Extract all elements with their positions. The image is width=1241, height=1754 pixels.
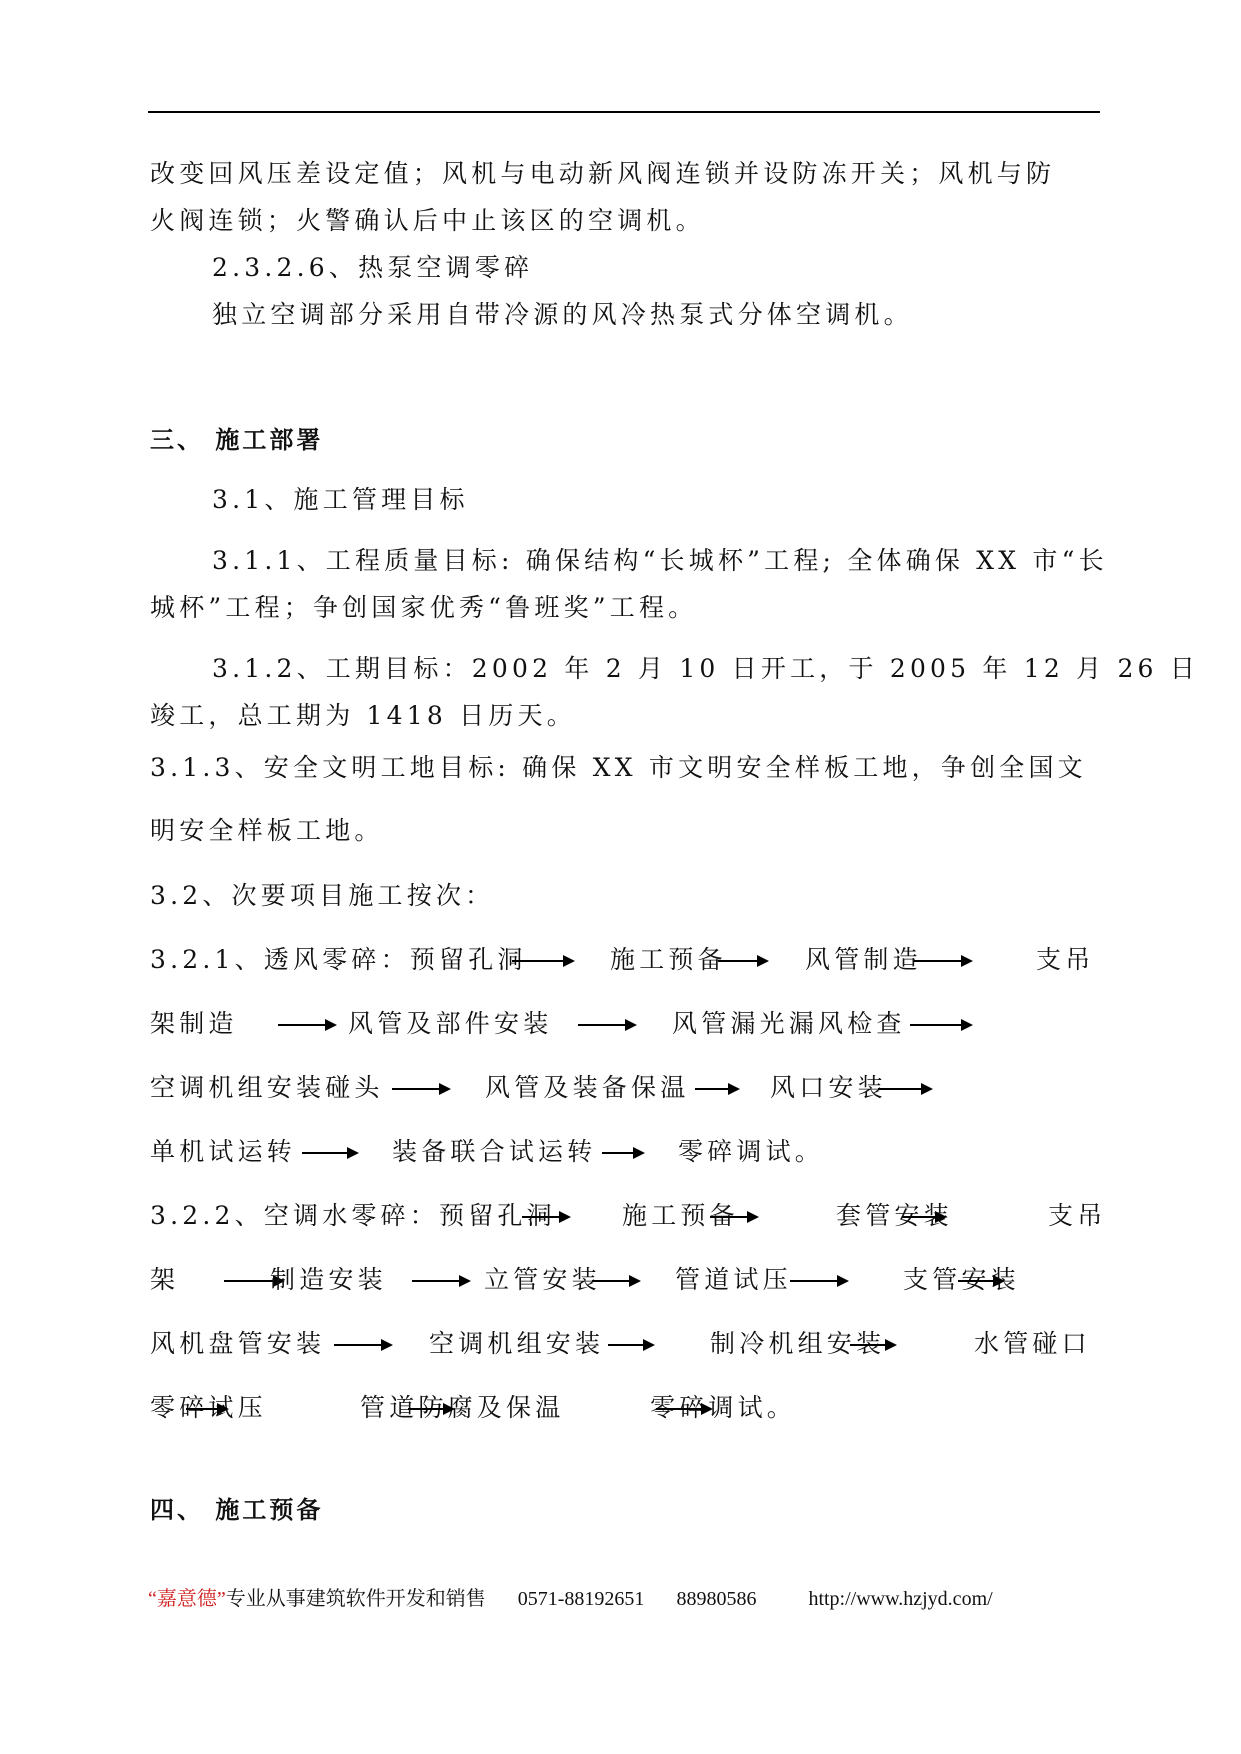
footer-url-link[interactable]: http://www.hzjyd.com/ — [808, 1588, 993, 1610]
flow-step: 立管安装 — [484, 1265, 601, 1294]
arrow-icon — [522, 1216, 568, 1218]
flow1-row2 — [150, 1008, 1110, 1042]
section-heading: 三、 施工部署 — [150, 426, 324, 454]
arrow-icon — [710, 1216, 756, 1218]
flow-step: 零碎试压 — [150, 1393, 267, 1422]
paragraph-line: 明安全样板工地。 — [150, 816, 384, 845]
paragraph-line: 竣工，总工期为 1418 日历天。 — [150, 701, 576, 730]
arrow-icon — [718, 960, 766, 962]
arrow-icon — [910, 1024, 970, 1026]
flow-step: 架制造 — [150, 1009, 238, 1038]
arrow-icon — [878, 1088, 930, 1090]
arrow-icon — [412, 1280, 468, 1282]
arrow-icon — [334, 1344, 390, 1346]
arrow-icon — [578, 1024, 634, 1026]
arrow-icon — [278, 1024, 334, 1026]
flow-step: 套管安装 — [836, 1201, 953, 1230]
flow-step: 空调机组安装碰头 — [150, 1073, 384, 1102]
flow-step: 支管安装 — [903, 1265, 1020, 1294]
arrow-icon — [958, 1280, 1002, 1282]
flow-step: 单机试运转 — [150, 1137, 297, 1166]
flow-step: 管道防腐及保温 — [360, 1393, 565, 1422]
arrow-icon — [902, 1216, 944, 1218]
header-rule — [148, 111, 1100, 113]
flow-step: 风口安装 — [770, 1073, 887, 1102]
arrow-icon — [512, 960, 572, 962]
flow-step: 支吊 — [1036, 945, 1095, 974]
flow-step: 空调机组安装 — [429, 1329, 605, 1358]
arrow-icon — [186, 1408, 226, 1410]
arrow-icon — [695, 1088, 737, 1090]
flow-step: 风管及部件安装 — [348, 1009, 553, 1038]
paragraph-line: 改变回风压差设定值；风机与电动新风阀连锁并设防冻开关；风机与防 — [150, 159, 1056, 188]
flow2-row2 — [150, 1264, 1110, 1298]
arrow-icon — [408, 1408, 452, 1410]
arrow-icon — [392, 1088, 448, 1090]
arrow-icon — [302, 1152, 356, 1154]
flow-step: 零碎调试。 — [678, 1137, 825, 1166]
paragraph-line: 3.2、次要项目施工按次： — [150, 881, 495, 910]
paragraph-line: 3.1.3、安全文明工地目标: 确保 XX 市文明安全样板工地，争创全国文 — [150, 753, 1087, 782]
paragraph-line: 3.1.2、工期目标：2002 年 2 月 10 日开工，于 2005 年 12 月 26 日 — [212, 654, 1200, 683]
flow1-row4 — [150, 1136, 1110, 1170]
section-title: 2.3.2.6、热泵空调零碎 — [212, 253, 534, 282]
flow-step: 支吊 — [1048, 1201, 1107, 1230]
flow-step: 风管制造 — [805, 945, 922, 974]
flow-step: 3.2.1、透风零碎：预留孔洞 — [150, 945, 527, 974]
arrow-icon — [850, 1344, 894, 1346]
footer-phone: 88980586 — [676, 1588, 757, 1610]
page-footer — [148, 1586, 993, 1612]
flow-step: 零碎调试。 — [650, 1393, 797, 1422]
flow-step: 水管碰口 — [974, 1329, 1091, 1358]
arrow-icon — [592, 1280, 638, 1282]
flow2-row4 — [150, 1392, 1110, 1426]
flow-step: 3.2.2、空调水零碎：预留孔洞 — [150, 1201, 556, 1230]
footer-phone: 0571-88192651 — [517, 1588, 645, 1610]
flow-step: 制造安装 — [270, 1265, 387, 1294]
flow-step: 施工预备 — [622, 1201, 739, 1230]
flow-step: 装备联合试运转 — [392, 1137, 597, 1166]
flow-step: 风管及装备保温 — [485, 1073, 690, 1102]
flow1-row3 — [150, 1072, 1110, 1106]
arrow-icon — [608, 1344, 652, 1346]
flow-step: 管道试压 — [675, 1265, 792, 1294]
section-title: 3.1、施工管理目标 — [212, 485, 469, 514]
flow1-row1 — [150, 944, 1110, 978]
paragraph-line: 火阀连锁；火警确认后中止该区的空调机。 — [150, 206, 705, 235]
footer-brand: “嘉意德” — [148, 1588, 226, 1610]
footer-description: 专业从事建筑软件开发和销售 — [225, 1588, 486, 1610]
arrow-icon — [914, 960, 970, 962]
flow-step: 风机盘管安装 — [150, 1329, 326, 1358]
flow-step: 风管漏光漏风检查 — [672, 1009, 906, 1038]
flow2-row1 — [150, 1200, 1110, 1234]
paragraph-line: 独立空调部分采用自带冷源的风冷热泵式分体空调机。 — [212, 300, 913, 329]
paragraph-line: 城杯”工程；争创国家优秀“鲁班奖”工程。 — [150, 593, 698, 622]
flow-step: 制冷机组安装 — [710, 1329, 886, 1358]
arrow-icon — [790, 1280, 846, 1282]
arrow-icon — [602, 1152, 642, 1154]
flow-step: 架 — [150, 1265, 180, 1294]
section-heading: 四、 施工预备 — [150, 1496, 324, 1524]
paragraph-line: 3.1.1、工程质量目标: 确保结构“长城杯”工程; 全体确保 XX 市“长 — [212, 546, 1108, 575]
flow2-row3 — [150, 1328, 1110, 1362]
flow-step: 施工预备 — [610, 945, 727, 974]
arrow-icon — [656, 1408, 710, 1410]
